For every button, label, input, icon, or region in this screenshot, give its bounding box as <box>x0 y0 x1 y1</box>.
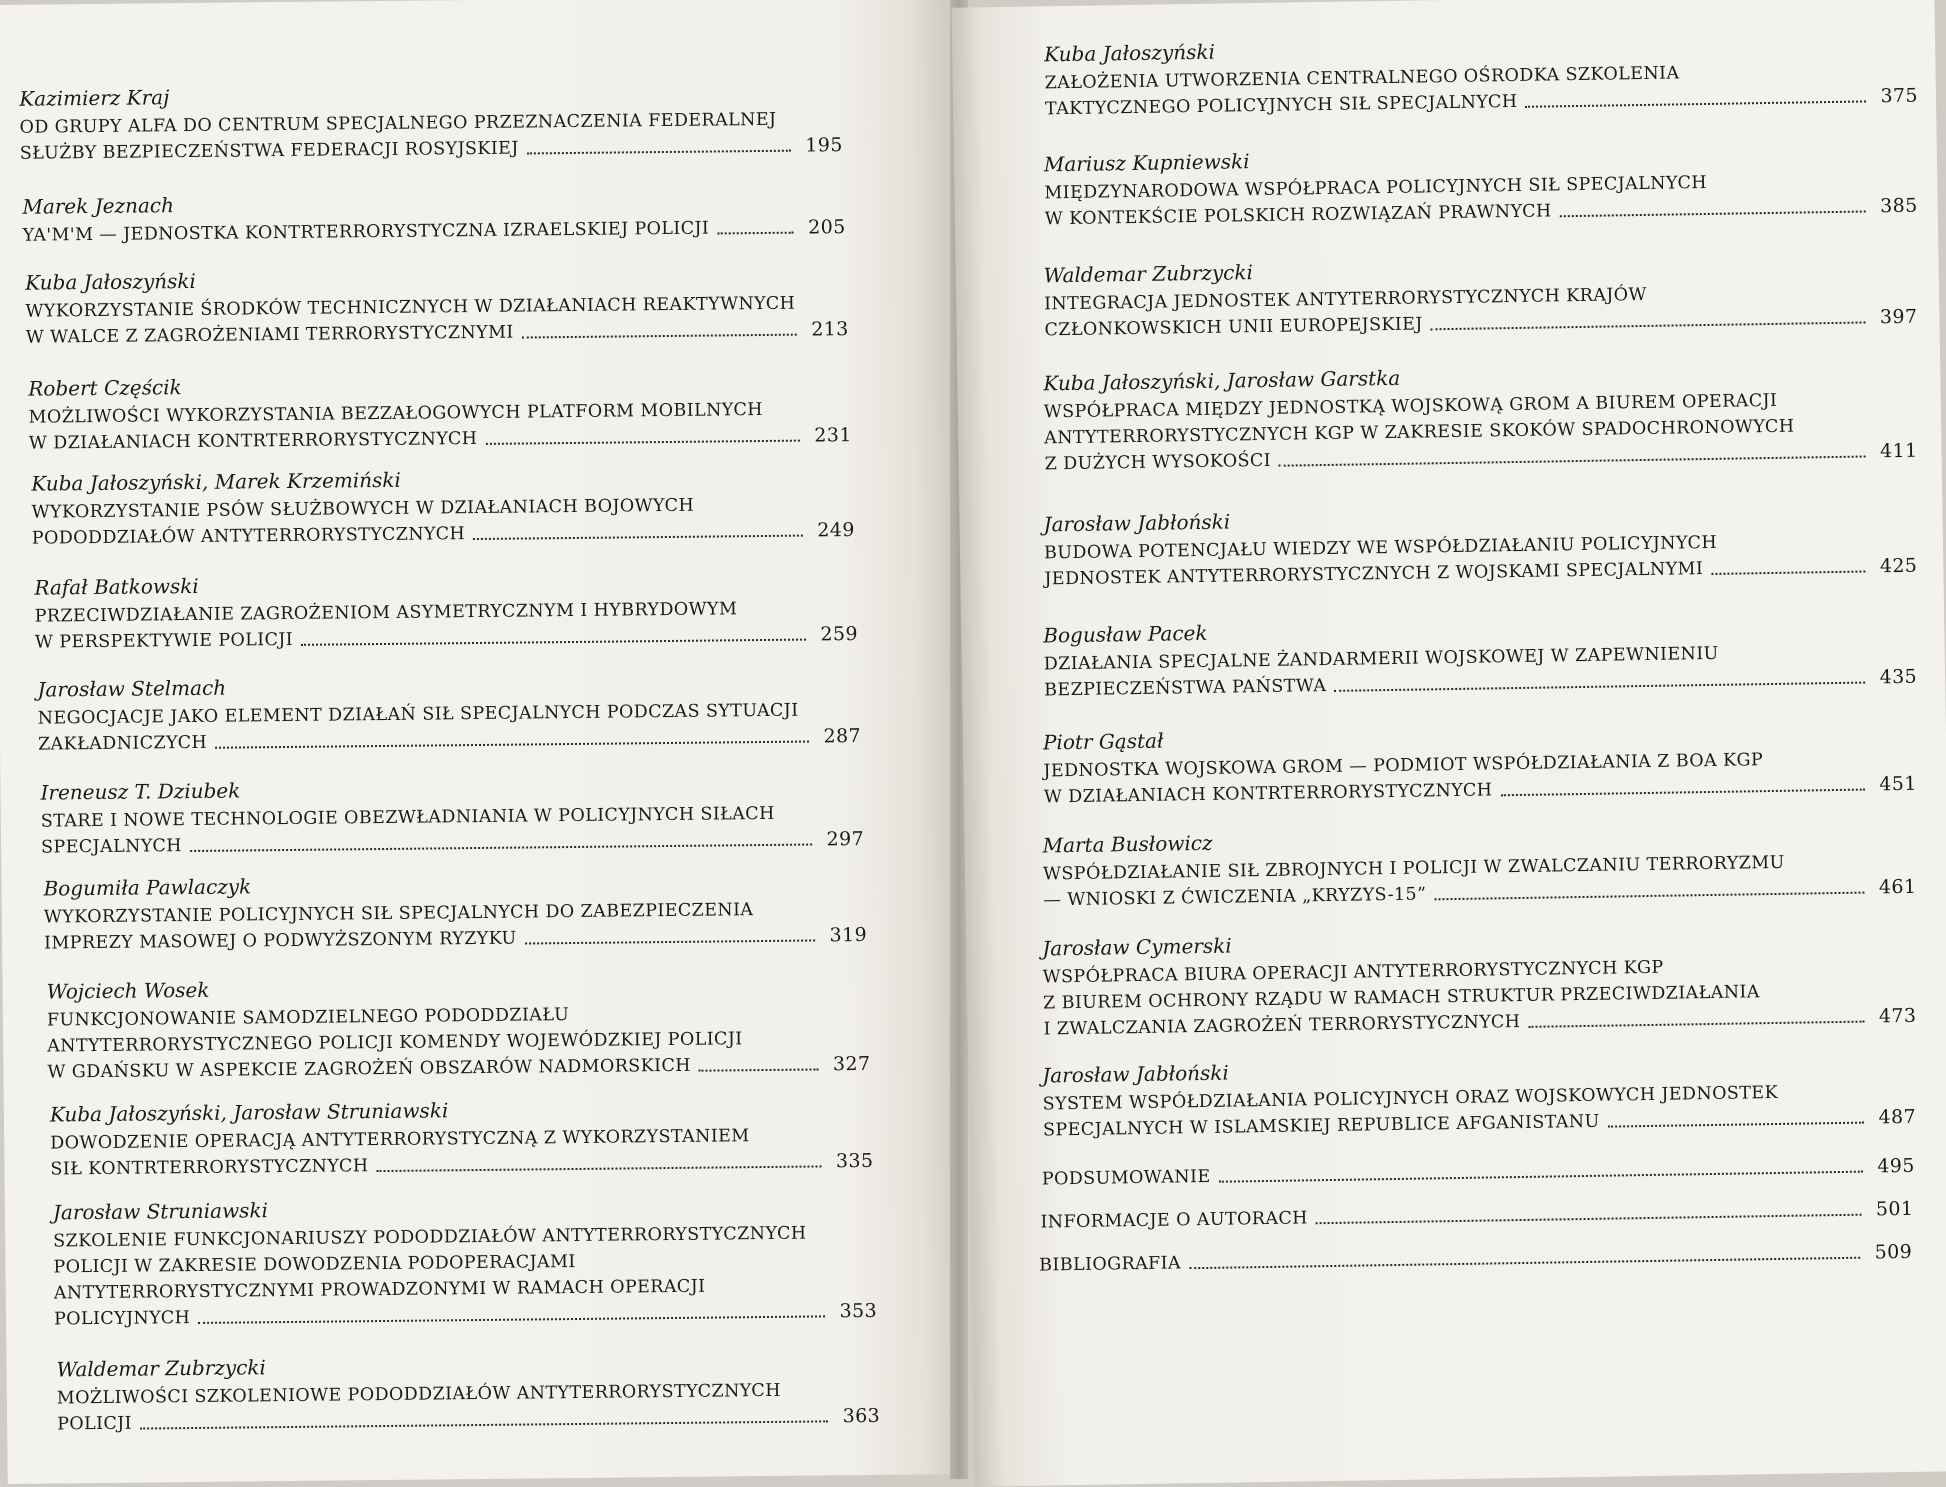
toc-title-line: NEGOCJACJE JAKO ELEMENT DZIAŁAŃ SIŁ SPECJALNYCH PODCZAS SYTUACJI <box>37 700 799 729</box>
toc-page-number: 335 <box>835 1149 874 1173</box>
toc-title-text: JEDNOSTEK ANTYTERRORYSTYCZNYCH Z WOJSKAMI SPECJALNYMI <box>1044 559 1704 590</box>
toc-page-number: 205 <box>808 216 846 239</box>
toc-author: Rafał Batkowski <box>34 573 199 600</box>
toc-title-text: W WALCE Z ZAGROŻENIAMI TERRORYSTYCZNYMI <box>25 322 514 348</box>
toc-entry <box>25 262 849 351</box>
toc-right <box>951 0 1934 1276</box>
toc-page-number: 451 <box>1879 772 1917 796</box>
toc-author: Robert Częścik <box>28 375 182 401</box>
toc-title-text: IMPREZY MASOWEJ O PODWYŻSZONYM RYZYKU <box>44 928 517 954</box>
toc-entry <box>56 1349 880 1438</box>
toc-title-line: STARE I NOWE TECHNOLOGIE OBEZWŁADNIANIA W POLICYJNYCH SIŁACH <box>40 803 775 832</box>
toc-title-line: SYSTEM WSPÓŁDZIAŁANIA POLICYJNYCH ORAZ WOJSKOWYCH JEDNOSTEK <box>1042 1082 1779 1115</box>
toc-author: Bogusław Pacek <box>1043 620 1208 648</box>
toc-author: Piotr Gąstał <box>1042 728 1164 755</box>
dot-leader <box>522 333 797 339</box>
toc-title-text: — WNIOSKI Z ĆWICZENIA „KRYZYS-15” <box>1043 884 1427 911</box>
left-page <box>0 0 963 1484</box>
toc-page-number: 353 <box>839 1299 878 1323</box>
toc-entry <box>19 78 843 167</box>
toc-title-line: INTEGRACJA JEDNOSTEK ANTYTERRORYSTYCZNYCH KRAJÓW <box>1043 284 1648 315</box>
dot-leader <box>527 149 791 155</box>
toc-title-line: WSPÓŁPRACA MIĘDZY JEDNOSTKĄ WOJSKOWĄ GROM A BIUREM OPERACJI <box>1043 390 1778 423</box>
toc-title-line: WSPÓŁPRACA BIURA OPERACJI ANTYTERRORYSTYCZNYCH KGP <box>1042 957 1664 988</box>
dot-leader <box>1316 1213 1862 1225</box>
toc-page-number: 411 <box>1879 439 1918 463</box>
toc-entry <box>1043 358 1918 478</box>
toc-title-text: POLICYJNYCH <box>53 1308 191 1330</box>
toc-page-number: 287 <box>823 724 862 748</box>
toc-title-text: POLICJI <box>57 1413 133 1435</box>
dot-leader <box>1434 891 1864 901</box>
toc-page-number: 259 <box>820 623 859 646</box>
toc-page-number: 363 <box>842 1404 881 1428</box>
toc-entry <box>1043 610 1917 704</box>
toc-page-number: 461 <box>1878 875 1917 899</box>
dot-leader <box>1431 320 1866 330</box>
toc-page-number: 327 <box>832 1052 871 1076</box>
toc-author: Kuba Jałoszyński, Jarosław Struniawski <box>49 1098 449 1127</box>
dot-leader <box>1219 1170 1863 1183</box>
toc-title-line: DOWODZENIE OPERACJĄ ANTYTERRORYSTYCZNĄ Z WYKORZYSTANIEM <box>50 1126 750 1154</box>
toc-title-line: ANTYTERRORYSTYCZNEGO POLICJI KOMENDY WOJEWÓDZKIEJ POLICJI <box>47 1029 743 1057</box>
toc-author: Kuba Jałoszyński <box>25 268 197 295</box>
toc-page-number: 501 <box>1875 1197 1914 1221</box>
toc-author: Jarosław Struniawski <box>52 1198 269 1225</box>
toc-entry <box>53 1192 877 1333</box>
toc-entry <box>1044 29 1918 123</box>
toc-entry <box>1039 1239 1912 1279</box>
toc-title-line: ANTYTERRORYSTYCZNYMI PROWADZONYMI W RAMACH OPERACJI <box>53 1276 706 1304</box>
toc-title-line: PRZECIWDZIAŁANIE ZAGROŻENIOM ASYMETRYCZNYM I HYBRYDOWYM <box>34 599 738 627</box>
toc-title-text: W KONTEKŚCIE POLSKICH ROZWIĄZAŃ PRAWNYCH <box>1044 201 1552 230</box>
toc-entry <box>46 971 870 1086</box>
toc-title-text: PODODDZIAŁÓW ANTYTERRORYSTYCZNYCH <box>31 524 466 549</box>
toc-author: Mariusz Kupniewski <box>1043 149 1250 177</box>
toc-entry <box>1042 923 1917 1043</box>
toc-entry <box>40 772 864 861</box>
toc-title-line: MOŻLIWOŚCI SZKOLENIOWE PODODDZIAŁÓW ANTYTERRORYSTYCZNYCH <box>56 1380 781 1409</box>
toc-author: Kuba Jałoszyński <box>1043 39 1216 67</box>
dot-leader <box>1528 1020 1864 1028</box>
dot-leader <box>1525 99 1866 107</box>
toc-author: Kuba Jałoszyński, Marek Krzemiński <box>31 467 401 496</box>
toc-page-number: 249 <box>817 519 855 542</box>
toc-page-number: 487 <box>1878 1105 1917 1129</box>
toc-page-number: 319 <box>829 923 868 947</box>
toc-title-line: WYKORZYSTANIE POLICYJNYCH SIŁ SPECJALNYCH DO ZABEZPIECZENIA <box>43 900 754 928</box>
toc-title-line: WYKORZYSTANIE ŚRODKÓW TECHNICZNYCH W DZIAŁANIACH REAKTYWNYCH <box>25 293 796 322</box>
toc-entry <box>31 463 855 552</box>
toc-title-text: ZAKŁADNICZYCH <box>37 732 208 755</box>
toc-author: Ireneusz T. Dziubek <box>40 778 241 805</box>
dot-leader <box>1560 209 1866 217</box>
toc-entry <box>1042 1153 1915 1193</box>
toc-page-number: 435 <box>1879 665 1918 689</box>
toc-author: Jarosław Stelmach <box>37 675 227 702</box>
toc-entry <box>50 1094 874 1183</box>
toc-page-number: 375 <box>1880 84 1919 108</box>
toc-entry <box>1042 1050 1916 1144</box>
toc-author: Marek Jeznach <box>22 193 175 219</box>
dot-leader <box>1189 1256 1860 1270</box>
toc-title-text: YA'M'M — JEDNOSTKA KONTRTERRORYSTYCZNA IZRAELSKIEJ POLICJI <box>22 218 710 246</box>
toc-title-line: OD GRUPY ALFA DO CENTRUM SPECJALNEGO PRZEZNACZENIA FEDERALNEJ <box>19 109 777 138</box>
toc-page-number: 231 <box>814 424 852 447</box>
dot-leader <box>198 1314 825 1324</box>
dot-leader <box>699 1067 819 1071</box>
toc-title-line: WSPÓŁDZIAŁANIE SIŁ ZBROJNYCH I POLICJI W ZWALCZANIU TERRORYZMU <box>1042 852 1785 885</box>
toc-page-number: 425 <box>1879 554 1918 578</box>
toc-title-text: SIŁ KONTRTERRORYSTYCZNYCH <box>50 1156 369 1180</box>
toc-title-text: I ZWALCZANIA ZAGROŻEŃ TERRORYSTYCZNYCH <box>1043 1012 1521 1040</box>
toc-title-text: W DZIAŁANIACH KONTRTERRORYSTYCZNYCH <box>1043 780 1493 808</box>
toc-entry <box>1040 1196 1913 1236</box>
toc-title-text: SŁUŻBY BEZPIECZEŃSTWA FEDERACJI ROSYJSKIEJ <box>19 138 519 164</box>
toc-entry <box>28 368 852 457</box>
dot-leader <box>1500 788 1864 797</box>
toc-title-last-line <box>23 214 846 249</box>
toc-page-number: 195 <box>805 134 843 157</box>
toc-title-line: ANTYTERRORYSTYCZNYCH KGP W ZAKRESIE SKOKÓW SPADOCHRONOWYCH <box>1044 416 1795 449</box>
toc-page-number: 213 <box>811 318 849 341</box>
toc-title-line: FUNKCJONOWANIE SAMODZIELNEGO PODODDZIAŁU <box>46 1005 570 1031</box>
toc-page-number: 473 <box>1878 1004 1917 1028</box>
toc-title-line: Z BIUREM OCHRONY RZĄDU W RAMACH STRUKTUR PRZECIWDZIAŁANIA <box>1042 982 1760 1014</box>
toc-page-number: 397 <box>1879 305 1918 329</box>
dot-leader <box>525 938 815 944</box>
toc-title-last-line <box>1040 1196 1913 1236</box>
toc-entry <box>1042 820 1916 914</box>
toc-title-text: PODSUMOWANIE <box>1041 1166 1211 1190</box>
toc-entry <box>1044 139 1918 233</box>
toc-title-text: W PERSPEKTYWIE POLICJI <box>34 629 294 653</box>
dot-leader <box>1711 570 1865 575</box>
dot-leader <box>376 1164 821 1172</box>
toc-author: Bogumiła Pawlaczyk <box>43 874 252 901</box>
dot-leader <box>215 740 809 749</box>
toc-page-number: 509 <box>1874 1240 1913 1264</box>
toc-author: Kuba Jałoszyński, Jarosław Garstka <box>1043 365 1401 396</box>
toc-entry <box>1043 717 1917 811</box>
toc-author: Jarosław Jabłoński <box>1042 1060 1230 1088</box>
toc-title-text: Z DUŻYCH WYSOKOŚCI <box>1044 450 1272 475</box>
dot-leader <box>485 439 799 445</box>
toc-title-line: MOŻLIWOŚCI WYKORZYSTANIA BEZZAŁOGOWYCH PLATFORM MOBILNYCH <box>28 399 763 428</box>
toc-left <box>0 0 947 1435</box>
dot-leader <box>1334 681 1865 692</box>
dot-leader <box>301 638 806 646</box>
toc-page-number: 495 <box>1877 1154 1915 1178</box>
toc-author: Marta Busłowicz <box>1042 830 1213 858</box>
toc-author: Wojciech Wosek <box>46 977 210 1004</box>
dot-leader <box>1608 1121 1864 1128</box>
toc-author: Jarosław Cymerski <box>1042 933 1232 961</box>
toc-author: Waldemar Zubrzycki <box>56 1355 266 1382</box>
toc-title-text: W GDAŃSKU W ASPEKCIE ZAGROŻEŃ OBSZARÓW NADMORSKICH <box>47 1055 692 1083</box>
toc-author: Jarosław Jabłoński <box>1043 509 1231 537</box>
right-page <box>951 0 1946 1487</box>
toc-title-line: MIĘDZYNARODOWA WSPÓŁPRACA POLICYJNYCH SIŁ SPECJALNYCH <box>1044 172 1708 204</box>
toc-page-number: 297 <box>826 827 865 851</box>
toc-title-last-line <box>1039 1239 1912 1279</box>
toc-title-text: BIBLIOGRAFIA <box>1039 1253 1182 1276</box>
dot-leader <box>717 231 793 235</box>
toc-title-last-line <box>1042 1153 1915 1193</box>
toc-author: Kazimierz Kraj <box>19 85 170 111</box>
toc-entry <box>43 868 867 957</box>
toc-title-text: W DZIAŁANIACH KONTRTERRORYSTYCZNYCH <box>28 428 478 454</box>
dot-leader <box>473 534 803 540</box>
dot-leader <box>140 1419 828 1429</box>
toc-title-text: CZŁONKOWSKICH UNII EUROPEJSKIEJ <box>1044 314 1423 341</box>
toc-title-line: BUDOWA POTENCJAŁU WIEDZY WE WSPÓŁDZIAŁANIU POLICYJNYCH <box>1043 532 1718 564</box>
toc-title-text: SPECJALNYCH W ISLAMSKIEJ REPUBLICE AFGANISTANU <box>1042 1111 1600 1141</box>
toc-entry <box>1043 250 1917 344</box>
toc-title-text: SPECJALNYCH <box>41 836 183 858</box>
toc-title-text: TAKTYCZNEGO POLICYJNYCH SIŁ SPECJALNYCH <box>1044 91 1518 120</box>
toc-title-line: JEDNOSTKA WOJSKOWA GROM — PODMIOT WSPÓŁDZIAŁANIA Z BOA KGP <box>1043 750 1764 782</box>
toc-title-text: BEZPIECZEŃSTWA PAŃSTWA <box>1044 676 1327 701</box>
toc-title-line: SZKOLENIE FUNKCJONARIUSZY PODODDZIAŁÓW ANTYTERRORYSTYCZNYCH <box>53 1223 807 1252</box>
dot-leader <box>190 843 812 853</box>
toc-entry <box>37 669 861 758</box>
toc-title-text: INFORMACJE O AUTORACH <box>1040 1208 1309 1233</box>
toc-title-line: DZIAŁANIA SPECJALNE ŻANDARMERII WOJSKOWEJ W ZAPEWNIENIU <box>1043 643 1719 675</box>
toc-entry <box>34 567 858 656</box>
toc-title-line: POLICJI W ZAKRESIE DOWODZENIA PODOPERACJAMI <box>53 1252 576 1278</box>
toc-page-number: 385 <box>1880 194 1918 218</box>
toc-title-line: WYKORZYSTANIE PSÓW SŁUŻBOWYCH W DZIAŁANIACH BOJOWYCH <box>31 495 695 523</box>
toc-entry <box>1043 499 1917 593</box>
toc-title-line: ZAŁOŻENIA UTWORZENIA CENTRALNEGO OŚRODKA SZKOLENIA <box>1044 63 1680 94</box>
toc-author: Waldemar Zubrzycki <box>1043 260 1254 288</box>
toc-entry <box>22 186 846 249</box>
dot-leader <box>1279 455 1866 467</box>
